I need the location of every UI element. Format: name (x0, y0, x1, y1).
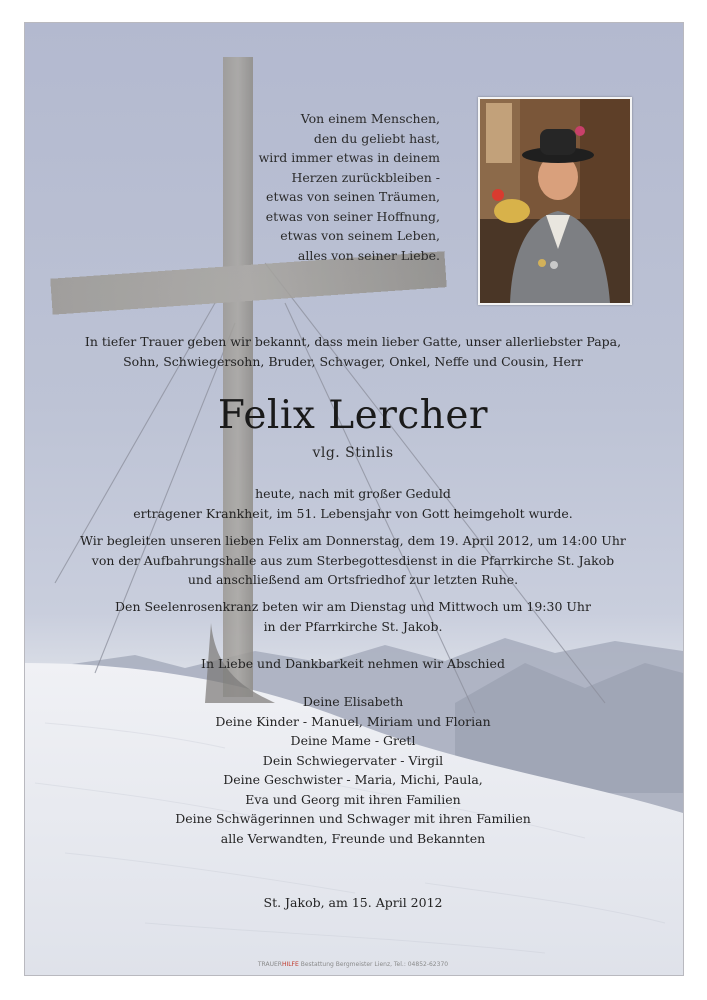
mourner-line: Deine Elisabeth (302, 694, 404, 709)
mourners-list (24, 692, 682, 848)
rosary-line: Den Seelenrosenkranz beten wir am Dienstag und Mittwoch um 19:30 Uhr (115, 599, 591, 614)
mourner-line: Deine Schwägerinnen und Schwager mit ihren Familien (175, 811, 531, 826)
funeral-line: von der Aufbahrungshalle aus zum Sterbegottesdienst in die Pfarrkirche St. Jakob (91, 552, 615, 568)
poem-line: den du geliebt hast, (313, 130, 440, 146)
portrait-photo (478, 97, 632, 305)
rosary-details (24, 597, 682, 636)
mourner-line: Dein Schwiegervater - Virgil (262, 752, 444, 768)
death-notice-line: heute, nach mit großer Geduld (255, 486, 451, 501)
intro-text (24, 332, 682, 371)
poem-line: Herzen zurückbleiben - (291, 169, 440, 185)
poem-line: Von einem Menschen, (300, 111, 440, 126)
mourner-line: Deine Mame - Gretl (290, 733, 416, 748)
footer-text: Bestattung Bergmeister Lienz, Tel.: 04852-62370 (298, 961, 449, 968)
farewell-line: In Liebe und Dankbarkeit nehmen wir Abschied (201, 656, 505, 671)
mourner-line: Eva und Georg mit ihren Familien (245, 791, 461, 807)
poem-line: wird immer etwas in deinem (258, 150, 440, 165)
funeral-line: und anschließend am Ortsfriedhof zur letzten Ruhe. (187, 572, 519, 587)
intro-line: In tiefer Trauer geben wir bekannt, dass mein lieber Gatte, unser allerliebster Papa, (84, 334, 622, 349)
memorial-poem (259, 109, 440, 265)
funeral-home-footer (24, 961, 682, 969)
place-and-date: St. Jakob, am 15. April 2012 (263, 895, 443, 910)
footer-brand-a: TRAUER (257, 961, 282, 968)
mourner-line: Deine Geschwister - Maria, Michi, Paula, (223, 772, 483, 787)
intro-line: Sohn, Schwiegersohn, Bruder, Schwager, Onkel, Neffe und Cousin, Herr (123, 353, 583, 369)
rosary-line: in der Pfarrkirche St. Jakob. (263, 618, 443, 634)
footer-brand-b: HILFE (281, 961, 299, 968)
funeral-details (24, 531, 682, 590)
mourner-line: alle Verwandten, Freunde und Bekannten (220, 830, 486, 846)
mourner-line: Deine Kinder - Manuel, Miriam und Florian (215, 713, 491, 729)
poem-line: etwas von seinen Träumen, (266, 189, 440, 204)
funeral-line: Wir begleiten unseren lieben Felix am Donnerstag, dem 19. April 2012, um 14:00 Uhr (80, 533, 626, 548)
poem-line: etwas von seiner Hoffnung, (265, 208, 440, 224)
death-notice-line: ertragener Krankheit, im 51. Lebensjahr von Gott heimgeholt wurde. (133, 505, 573, 521)
death-notice (24, 484, 682, 523)
poem-line: etwas von seinem Leben, (280, 228, 440, 243)
deceased-alias: vlg. Stinlis (312, 445, 394, 461)
deceased-name: Felix Lercher (217, 393, 489, 438)
poem-line: alles von seiner Liebe. (297, 247, 440, 263)
